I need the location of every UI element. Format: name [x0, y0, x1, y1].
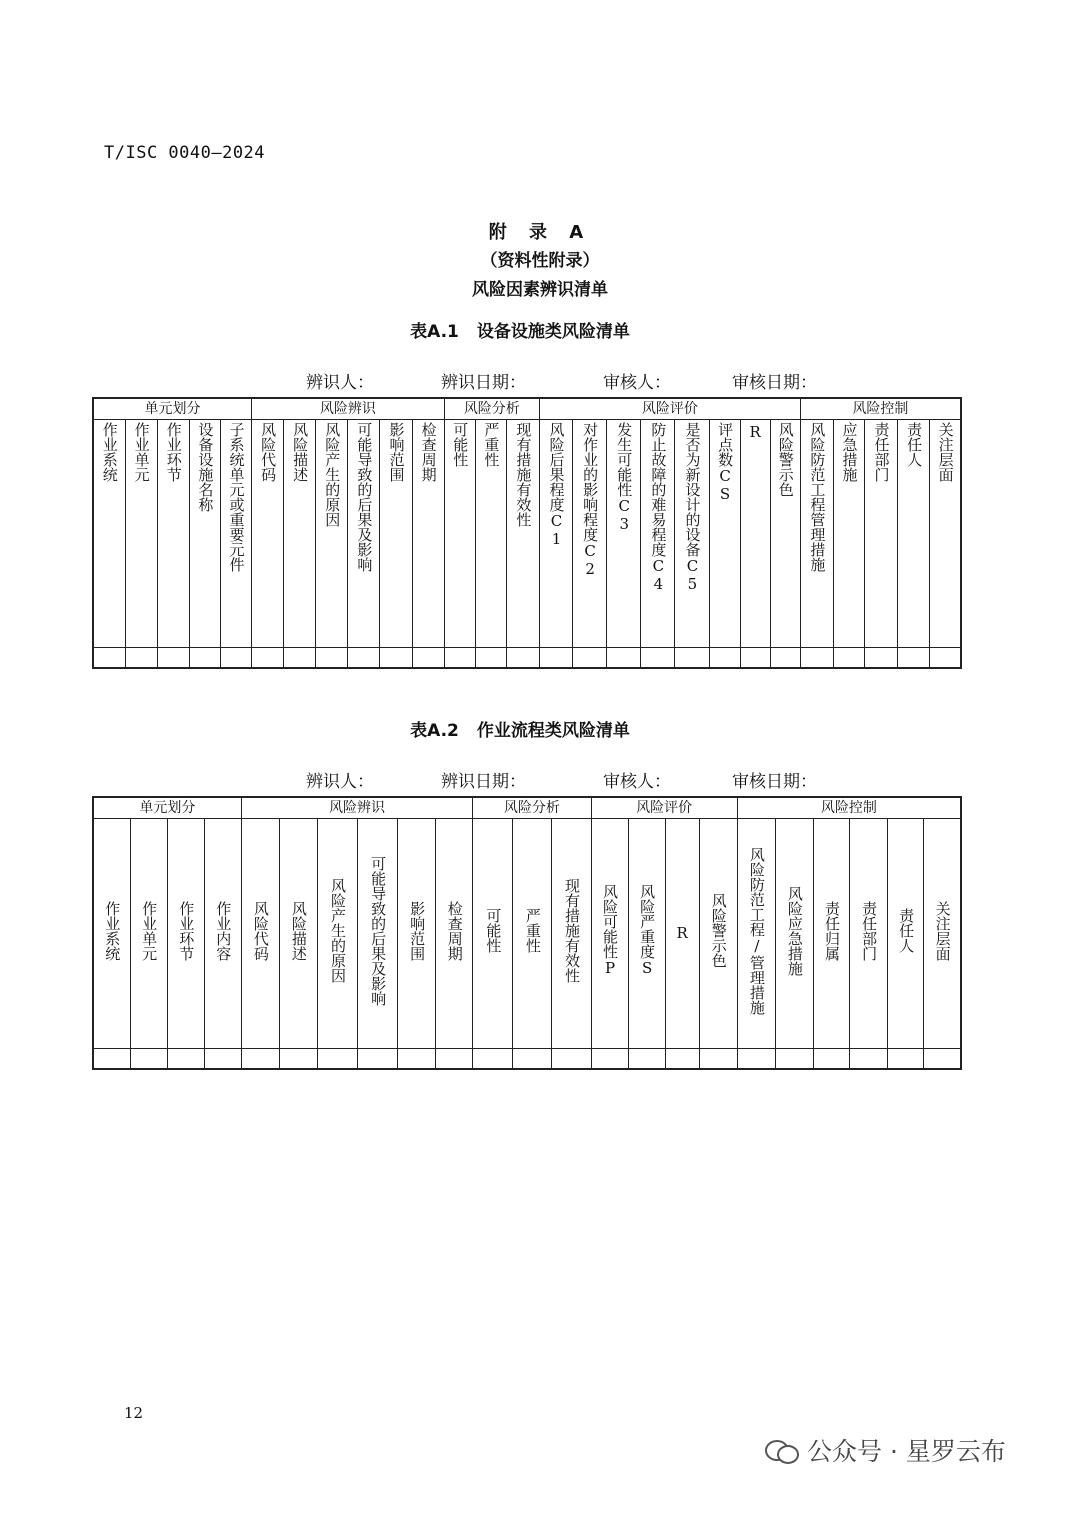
column-header: 作业系统 [93, 819, 130, 1049]
group-risk-evaluation: 风险评价 [539, 398, 800, 420]
column-header: 风险描述 [284, 420, 316, 648]
table1-title: 设备设施类风险清单 [476, 322, 630, 342]
column-header: 作业环节 [157, 420, 189, 648]
column-header: R [740, 420, 770, 648]
column-header: 作业内容 [204, 819, 241, 1049]
appendix-subtitle: （资料性附录） [480, 251, 600, 271]
review-date-label: 审核日期： [732, 373, 817, 393]
group-risk-identification: 风险辨识 [252, 398, 445, 420]
table1-group-row [93, 398, 961, 420]
column-header: 是否为新设计的设备C5 [675, 420, 709, 648]
reviewer-label: 审核人： [603, 373, 671, 393]
column-header: 风险警示色 [770, 420, 800, 648]
column-header: 作业单元 [125, 420, 157, 648]
column-header: 评点数CS [709, 420, 740, 648]
identifier-label: 辨识人： [306, 772, 374, 792]
group-risk-identification: 风险辨识 [241, 797, 472, 819]
appendix-name: 风险因素辨识清单 [472, 280, 608, 300]
column-header: 责任部门 [865, 420, 898, 648]
table1 [92, 397, 962, 669]
column-header: 防止故障的难易程度C4 [641, 420, 675, 648]
identify-date-label: 辨识日期： [441, 772, 526, 792]
column-header: 现有措施有效性 [506, 420, 539, 648]
column-header: 风险严重度S [628, 819, 665, 1049]
column-header: 责任归属 [813, 819, 849, 1049]
identify-date-label: 辨识日期： [441, 373, 526, 393]
column-header: 设备设施名称 [189, 420, 220, 648]
column-header: 风险代码 [252, 420, 284, 648]
table1-header-row [93, 420, 961, 648]
column-header: 责任人 [888, 819, 924, 1049]
wechat-icon [765, 1438, 799, 1462]
page-number: 12 [124, 1404, 144, 1422]
column-header: 检查周期 [412, 420, 444, 648]
table2-group-row [93, 797, 961, 819]
group-risk-evaluation: 风险评价 [591, 797, 737, 819]
column-header: 风险防范工程/管理措施 [737, 819, 775, 1049]
group-risk-analysis: 风险分析 [473, 797, 591, 819]
table1-caption [0, 317, 1040, 342]
column-header: 严重性 [475, 420, 506, 648]
column-header: 责任部门 [850, 819, 888, 1049]
group-risk-analysis: 风险分析 [444, 398, 539, 420]
column-header: 责任人 [898, 420, 930, 648]
table2-header-row [93, 819, 961, 1049]
column-header: 对作业的影响程度C2 [573, 420, 607, 648]
table1-number: 表A.1 [410, 322, 459, 342]
column-header: 风险产生的原因 [316, 420, 348, 648]
group-risk-control: 风险控制 [800, 398, 961, 420]
column-header: 风险后果程度C1 [539, 420, 572, 648]
column-header: 子系统单元或重要元件 [220, 420, 251, 648]
table2 [92, 796, 962, 1070]
column-header: 风险警示色 [699, 819, 737, 1049]
table2-title: 作业流程类风险清单 [476, 721, 630, 741]
table2-empty-row [93, 1049, 961, 1069]
column-header: 影响范围 [398, 819, 436, 1049]
standard-code: T/ISC 0040—2024 [104, 143, 266, 163]
column-header: 检查周期 [436, 819, 473, 1049]
column-header: 风险代码 [241, 819, 279, 1049]
group-risk-control: 风险控制 [737, 797, 961, 819]
column-header: 关注层面 [924, 819, 961, 1049]
table2-number: 表A.2 [410, 721, 459, 741]
reviewer-label: 审核人： [603, 772, 671, 792]
appendix-title: 附 录 A [488, 222, 592, 243]
column-header: 作业单元 [130, 819, 167, 1049]
column-header: 影响范围 [380, 420, 412, 648]
column-header: 现有措施有效性 [552, 819, 591, 1049]
column-header: 发生可能性C3 [607, 420, 641, 648]
table1-empty-row [93, 648, 961, 668]
column-header: 可能导致的后果及影响 [358, 819, 398, 1049]
column-header: 风险描述 [279, 819, 317, 1049]
column-header: R [665, 819, 699, 1049]
column-header: 风险产生的原因 [317, 819, 357, 1049]
column-header: 可能性 [473, 819, 513, 1049]
column-header: 风险防范工程管理措施 [800, 420, 833, 648]
review-date-label: 审核日期： [732, 772, 817, 792]
group-unit-division: 单元划分 [93, 797, 241, 819]
column-header: 可能导致的后果及影响 [348, 420, 380, 648]
column-header: 应急措施 [833, 420, 864, 648]
watermark-text: 公众号 · 星罗云布 [807, 1437, 1006, 1466]
identifier-label: 辨识人： [306, 373, 374, 393]
column-header: 关注层面 [930, 420, 961, 648]
watermark [765, 1432, 1006, 1468]
group-unit-division: 单元划分 [93, 398, 252, 420]
column-header: 风险应急措施 [775, 819, 813, 1049]
column-header: 可能性 [444, 420, 475, 648]
column-header: 作业系统 [93, 420, 125, 648]
column-header: 严重性 [513, 819, 552, 1049]
column-header: 风险可能性P [591, 819, 628, 1049]
column-header: 作业环节 [167, 819, 204, 1049]
table2-caption [0, 716, 1040, 741]
